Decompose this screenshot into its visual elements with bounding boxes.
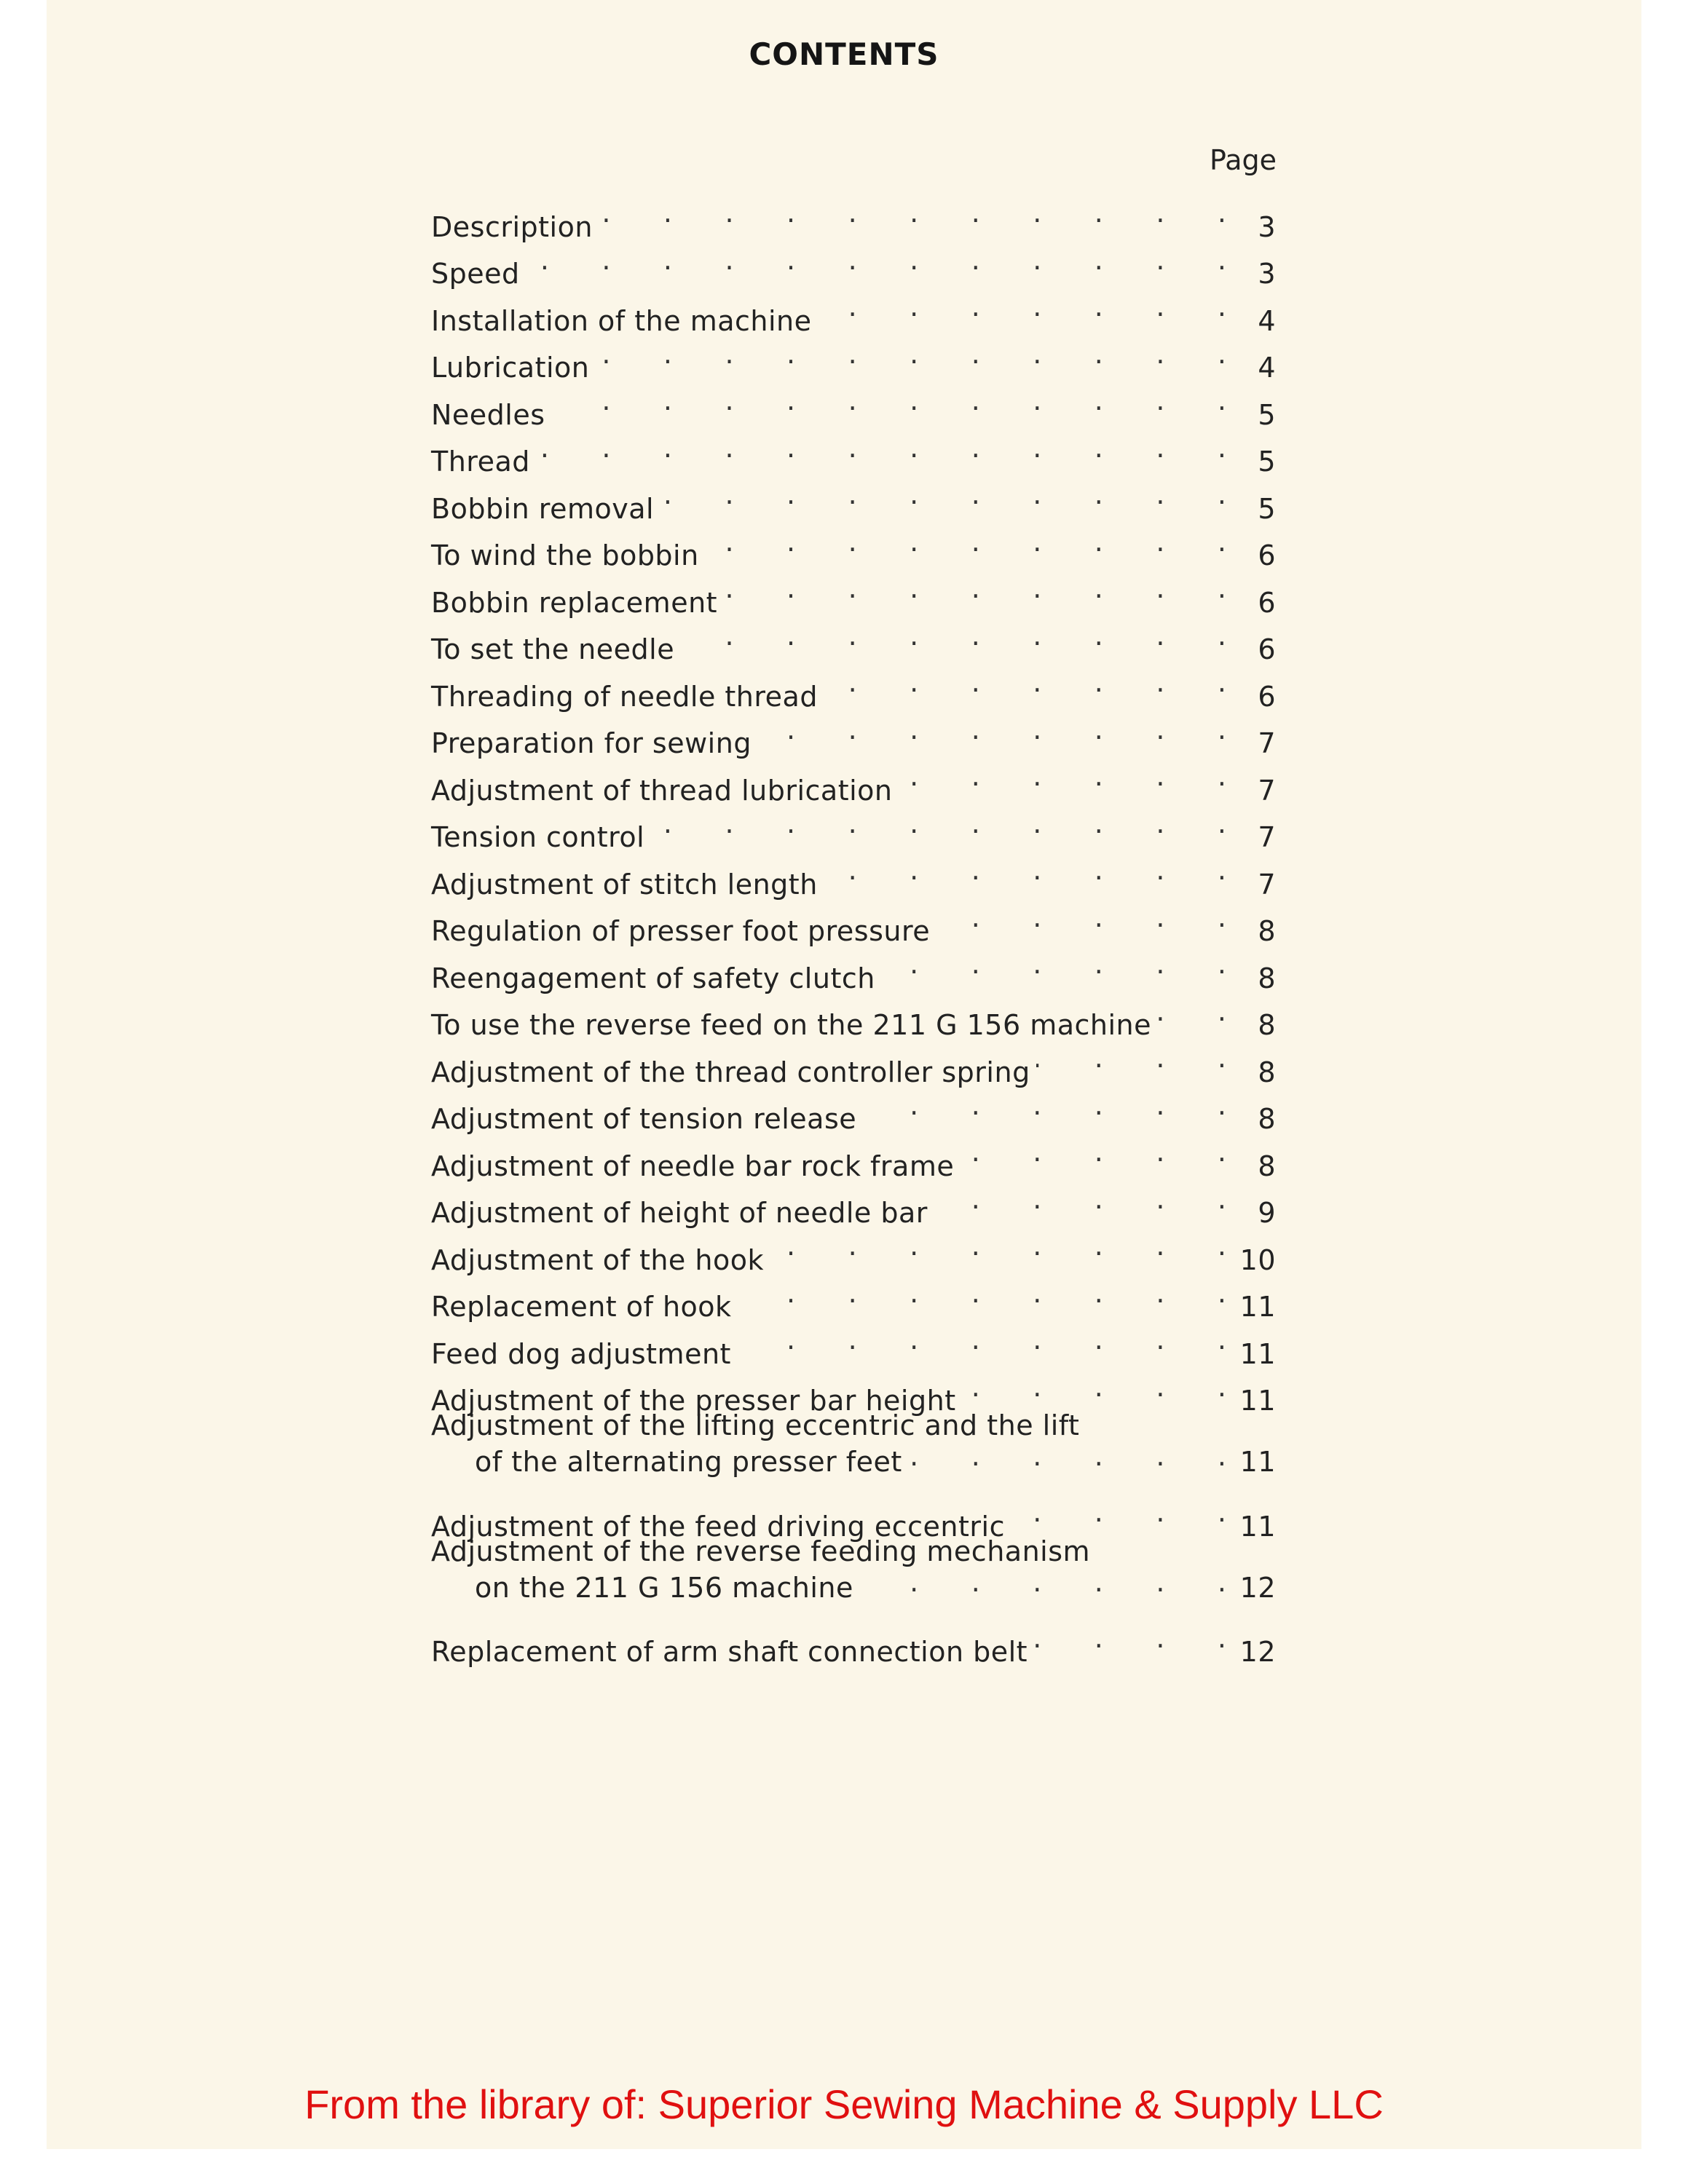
toc-entry-page: 4 (1258, 304, 1276, 337)
dot-leader (934, 1176, 1226, 1223)
dot-leader (757, 706, 1226, 753)
toc-entry-page: 4 (1258, 352, 1276, 384)
table-of-contents (431, 189, 1276, 1668)
toc-entry-label-continued: on the 211 G 156 machine (475, 1571, 853, 1604)
toc-entry-page: 8 (1258, 1056, 1276, 1088)
toc-entry-page: 7 (1258, 821, 1276, 853)
toc-entry-label: Lubrication (431, 352, 590, 384)
dot-leader (908, 1441, 1226, 1471)
toc-entry-page: 3 (1258, 258, 1276, 290)
toc-entry-label: Preparation for sewing (431, 727, 752, 759)
toc-entry (431, 377, 1276, 431)
dot-leader (960, 1128, 1226, 1176)
dot-leader (705, 518, 1226, 566)
toc-entry-page: 11 (1239, 1337, 1276, 1370)
toc-entry-page: 7 (1258, 727, 1276, 759)
dot-leader (1033, 1615, 1226, 1662)
dot-leader (859, 1567, 1226, 1597)
toc-entry-page: 6 (1258, 539, 1276, 571)
dot-leader (862, 1082, 1226, 1129)
dot-leader (936, 894, 1226, 941)
dot-leader (1011, 1489, 1226, 1536)
toc-entry-label: Adjustment of the reverse feeding mechanism (431, 1535, 1091, 1567)
dot-leader (824, 659, 1226, 706)
dot-leader (962, 1364, 1226, 1411)
dot-leader (770, 1222, 1226, 1270)
toc-entry-page: 8 (1258, 1150, 1276, 1182)
toc-entry-page: 11 (1239, 1291, 1276, 1323)
toc-entry (431, 1615, 1276, 1668)
toc-entry-label: To set the needle (431, 633, 675, 665)
toc-entry-label: Adjustment of the feed driving eccentric (431, 1510, 1005, 1543)
toc-entry-label: Bobbin replacement (431, 586, 718, 619)
toc-entry-page: 5 (1258, 446, 1276, 478)
toc-entry-label: Adjustment of stitch length (431, 868, 818, 901)
toc-entry-label: Adjustment of the presser bar height (431, 1385, 956, 1417)
toc-entry-page: 10 (1239, 1243, 1276, 1276)
toc-entry-label: Installation of the machine (431, 304, 812, 337)
toc-entry-page: 11 (1239, 1385, 1276, 1417)
toc-entry-page: 5 (1258, 492, 1276, 525)
toc-entry-page: 12 (1239, 1636, 1276, 1668)
toc-entry (431, 471, 1276, 525)
toc-entry (431, 189, 1276, 243)
toc-entry (431, 1410, 1276, 1489)
toc-entry-label: To use the reverse feed on the 211 G 156 machine (431, 1009, 1152, 1041)
toc-entry-label: Adjustment of the thread controller spring (431, 1056, 1030, 1088)
toc-entry-label: Adjustment of tension release (431, 1103, 857, 1135)
toc-entry-page: 6 (1258, 680, 1276, 713)
toc-entry-page: 6 (1258, 586, 1276, 619)
dot-leader (818, 283, 1227, 331)
toc-entry-label: Adjustment of the hook (431, 1243, 764, 1276)
toc-entry-page: 8 (1258, 1009, 1276, 1041)
dot-leader (737, 1316, 1226, 1364)
dot-leader (595, 331, 1226, 378)
page-title: CONTENTS (749, 36, 939, 72)
toc-entry-label: Speed (431, 258, 520, 290)
toc-entry-label: Adjustment of needle bar rock frame (431, 1150, 955, 1182)
dot-leader (899, 753, 1227, 800)
toc-entry-label: Replacement of arm shaft connection belt (431, 1636, 1028, 1668)
dot-leader (824, 847, 1226, 894)
toc-entry-page: 8 (1258, 1103, 1276, 1135)
toc-entry-page: 7 (1258, 774, 1276, 807)
dot-leader (1157, 988, 1226, 1035)
toc-entry-label: Feed dog adjustment (431, 1337, 731, 1370)
dot-leader (536, 424, 1226, 472)
toc-entry (431, 237, 1276, 290)
toc-entry-label: Bobbin removal (431, 492, 655, 525)
toc-entry-label-continued: of the alternating presser feet (475, 1446, 902, 1478)
page-column-header: Page (1210, 144, 1277, 176)
dot-leader (723, 565, 1226, 612)
dot-leader (1036, 1034, 1226, 1082)
dot-leader (738, 1270, 1226, 1317)
toc-entry-label: Regulation of presser foot pressure (431, 915, 931, 947)
toc-entry (431, 424, 1276, 478)
toc-entry-page: 3 (1258, 210, 1276, 243)
dot-leader (599, 189, 1226, 237)
dot-leader (680, 612, 1226, 660)
toc-entry-label: Description (431, 210, 593, 243)
toc-entry-label: Adjustment of height of needle bar (431, 1197, 928, 1229)
toc-entry-page: 12 (1239, 1571, 1276, 1604)
toc-entry (431, 1489, 1276, 1543)
dot-leader (650, 800, 1226, 847)
toc-entry-label: Tension control (431, 821, 645, 853)
toc-entry-label: To wind the bobbin (431, 539, 699, 571)
toc-entry-label: Threading of needle thread (431, 680, 818, 713)
toc-entry-page: 8 (1258, 962, 1276, 994)
toc-entry-page: 6 (1258, 633, 1276, 665)
toc-entry (431, 1536, 1276, 1615)
toc-entry-label: Thread (431, 446, 530, 478)
toc-entry-label: Adjustment of the lifting eccentric and the lift (431, 1409, 1080, 1441)
toc-entry-label: Needles (431, 398, 545, 431)
toc-entry-page: 11 (1239, 1510, 1276, 1543)
dot-leader (660, 471, 1226, 518)
toc-entry-label: Reengagement of safety clutch (431, 962, 875, 994)
toc-entry-page: 9 (1258, 1197, 1276, 1229)
toc-entry-page: 5 (1258, 398, 1276, 431)
library-footer: From the library of: Superior Sewing Machine & Supply LLC (304, 2081, 1384, 2127)
toc-entry-page: 7 (1258, 868, 1276, 901)
toc-entry-page: 11 (1239, 1446, 1276, 1478)
dot-leader (881, 941, 1226, 988)
dot-leader (526, 237, 1226, 284)
dot-leader (551, 377, 1226, 424)
toc-entry (431, 283, 1276, 337)
toc-entry-page: 8 (1258, 915, 1276, 947)
toc-entry-label: Adjustment of thread lubrication (431, 774, 893, 807)
toc-entry-label: Replacement of hook (431, 1291, 732, 1323)
